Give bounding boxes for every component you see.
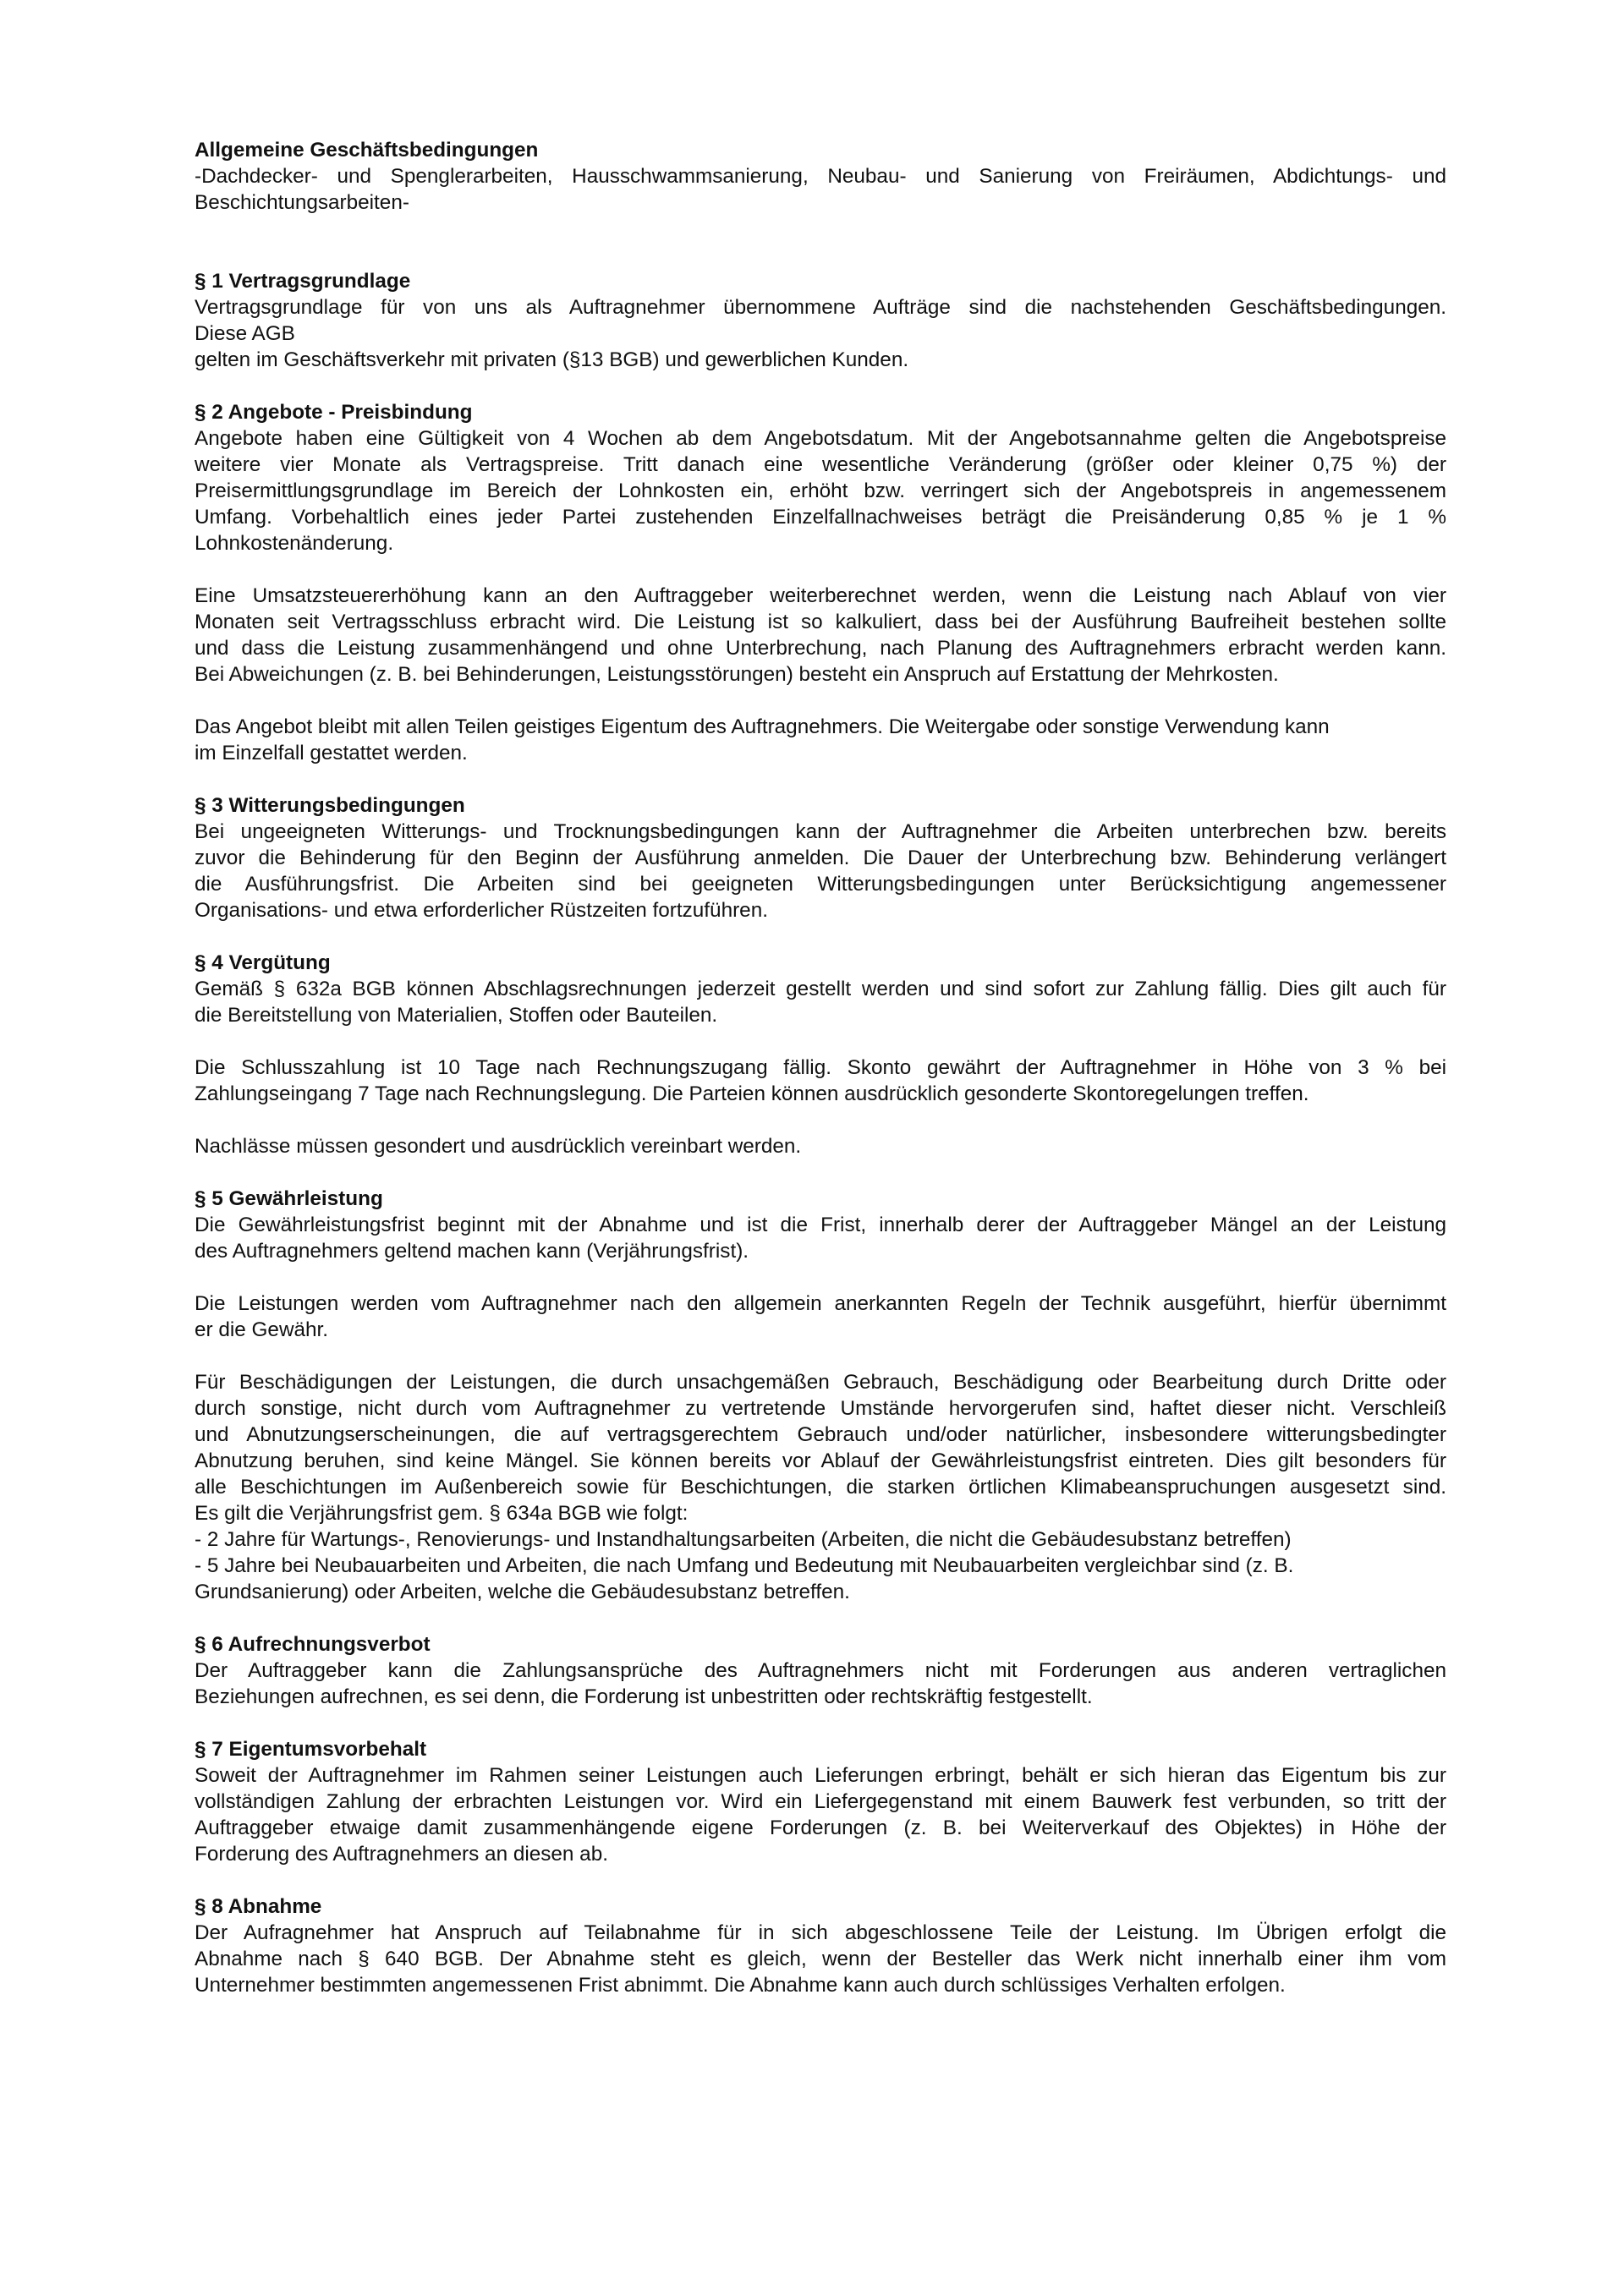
text-line: gelten im Geschäftsverkehr mit privaten (§13 BGB) und gewerblichen Kunden. xyxy=(195,348,909,371)
text-line: Beziehungen aufrechnen, es sei denn, die Forderung ist unbestritten oder rechtskräftig festgestellt. xyxy=(195,1685,1093,1708)
spacer xyxy=(195,1159,1446,1186)
paragraph xyxy=(195,294,1446,373)
text-line: Soweit der Auftragnehmer im Rahmen seiner Leistungen auch Lieferungen erbringt, behält er sich hieran das Eigentum bis zur xyxy=(195,1764,1446,1787)
section-heading: § 8 Abnahme xyxy=(195,1895,322,1918)
section xyxy=(195,1631,1446,1710)
paragraph xyxy=(195,714,1446,766)
section-heading: § 3 Witterungsbedingungen xyxy=(195,794,465,817)
text-line: die Bereitstellung von Materialien, Stoffen oder Bauteilen. xyxy=(195,1004,718,1027)
text-line: Organisations- und etwa erforderlicher Rüstzeiten fortzuführen. xyxy=(195,899,768,922)
document-page xyxy=(195,137,1446,1998)
spacer xyxy=(195,1867,1446,1893)
text-line: Die Leistungen werden vom Auftragnehmer nach den allgemein anerkannten Regeln der Technik ausgeführt, hierfür übernimmt xyxy=(195,1292,1446,1315)
spacer xyxy=(195,1710,1446,1736)
spacer xyxy=(195,1605,1446,1631)
text-line: Zahlungseingang 7 Tage nach Rechnungslegung. Die Parteien können ausdrücklich gesonderte Skontoregelungen treffen. xyxy=(195,1082,1309,1105)
spacer xyxy=(195,373,1446,399)
text-line: Vertragsgrundlage für von uns als Auftragnehmer übernommene Aufträge sind die nachstehenden Geschäftsbedingungen. xyxy=(195,296,1446,319)
spacer xyxy=(195,1264,1446,1290)
spacer xyxy=(195,688,1446,714)
paragraph xyxy=(195,425,1446,556)
text-line: weitere vier Monate als Vertragspreise. Tritt danach eine wesentliche Veränderung (größer oder kleiner 0,75 %) der xyxy=(195,453,1446,476)
text-line: Der Aufragnehmer hat Anspruch auf Teilabnahme für in sich abgeschlossene Teile der Leistung. Im Übrigen erfolgt die xyxy=(195,1921,1446,1944)
text-line: alle Beschichtungen im Außenbereich sowie für Beschichtungen, die starken örtlichen Klimabeanspruchungen ausgesetzt sind. xyxy=(195,1476,1446,1499)
section-heading: § 1 Vertragsgrundlage xyxy=(195,270,411,293)
spacer xyxy=(195,1028,1446,1055)
section xyxy=(195,1186,1446,1605)
text-line: Eine Umsatzsteuererhöhung kann an den Auftraggeber weiterberechnet werden, wenn die Leistung nach Ablauf von vier xyxy=(195,584,1446,607)
spacer xyxy=(195,1107,1446,1133)
text-line: zuvor die Behinderung für den Beginn der Ausführung anmelden. Die Dauer der Unterbrechung bzw. Behinderung verlängert xyxy=(195,847,1446,869)
section-heading: § 6 Aufrechnungsverbot xyxy=(195,1633,431,1656)
section-heading: § 4 Vergütung xyxy=(195,951,331,974)
paragraph xyxy=(195,976,1446,1028)
text-line: - 5 Jahre bei Neubauarbeiten und Arbeiten, die nach Umfang und Bedeutung mit Neubauarbeiten vergleichbar sind (z. B. xyxy=(195,1554,1294,1577)
text-line: Unternehmer bestimmten angemessenen Frist abnimmt. Die Abnahme kann auch durch schlüssiges Verhalten erfolgen. xyxy=(195,1974,1286,1997)
subtitle-line: -Dachdecker- und Spenglerarbeiten, Hausschwammsanierung, Neubau- und Sanierung von Freiräumen, Abdichtungs- und xyxy=(195,165,1446,188)
sections-container xyxy=(195,268,1446,1998)
text-line: Lohnkostenänderung. xyxy=(195,532,394,555)
section xyxy=(195,1893,1446,1998)
text-line: vollständigen Zahlung der erbrachten Leistungen vor. Wird ein Liefergegenstand mit einem Bauwerk fest verbunden, so tritt der xyxy=(195,1790,1446,1813)
text-line: Abnahme nach § 640 BGB. Der Abnahme steht es gleich, wenn der Besteller das Werk nicht innerhalb einer ihm vom xyxy=(195,1948,1446,1970)
subtitle-line: Beschichtungsarbeiten- xyxy=(195,191,409,214)
text-line: Angebote haben eine Gültigkeit von 4 Wochen ab dem Angebotsdatum. Mit der Angebotsannahme gelten die Angebotspreise xyxy=(195,427,1446,450)
section xyxy=(195,950,1446,1159)
spacer xyxy=(195,923,1446,950)
paragraph xyxy=(195,1133,1446,1159)
spacer xyxy=(195,556,1446,583)
text-line: - 2 Jahre für Wartungs-, Renovierungs- und Instandhaltungsarbeiten (Arbeiten, die nicht die Gebäudesubstanz betreffen) xyxy=(195,1528,1292,1551)
paragraph xyxy=(195,1212,1446,1264)
section-heading: § 5 Gewährleistung xyxy=(195,1187,383,1210)
text-line: durch sonstige, nicht durch vom Auftragnehmer zu vertretende Umstände hervorgerufen sind, haftet dieser nicht. Verschleiß xyxy=(195,1397,1446,1420)
section xyxy=(195,792,1446,923)
text-line: Bei ungeeigneten Witterungs- und Trocknungsbedingungen kann der Auftragnehmer die Arbeiten unterbrechen bzw. bereits xyxy=(195,820,1446,843)
text-line: Die Schlusszahlung ist 10 Tage nach Rechnungszugang fällig. Skonto gewährt der Auftragnehmer in Höhe von 3 % bei xyxy=(195,1056,1446,1079)
paragraph xyxy=(195,1369,1446,1605)
text-line: Diese AGB xyxy=(195,322,295,345)
paragraph xyxy=(195,583,1446,688)
text-line: Bei Abweichungen (z. B. bei Behinderungen, Leistungsstörungen) besteht ein Anspruch auf Erstattung der Mehrkosten. xyxy=(195,663,1279,686)
section xyxy=(195,1736,1446,1867)
paragraph xyxy=(195,1055,1446,1107)
text-line: Es gilt die Verjährungsfrist gem. § 634a BGB wie folgt: xyxy=(195,1502,689,1525)
document-subtitle xyxy=(195,163,1446,216)
paragraph xyxy=(195,1658,1446,1710)
text-line: und dass die Leistung zusammenhängend und ohne Unterbrechung, nach Planung des Auftragnehmers erbracht werden kann. xyxy=(195,637,1446,660)
text-line: er die Gewähr. xyxy=(195,1318,329,1341)
text-line: Grundsanierung) oder Arbeiten, welche die Gebäudesubstanz betreffen. xyxy=(195,1581,850,1603)
text-line: Monaten seit Vertragsschluss erbracht wird. Die Leistung ist so kalkuliert, dass bei der Ausführung Baufreiheit bestehen sollte xyxy=(195,611,1446,633)
text-line: Umfang. Vorbehaltlich eines jeder Partei zustehenden Einzelfallnachweises beträgt die Preisänderung 0,85 % je 1 % xyxy=(195,506,1446,529)
text-line: und Abnutzungserscheinungen, die auf vertragsgerechtem Gebrauch und/oder natürlicher, insbesondere witterungsbedingter xyxy=(195,1423,1446,1446)
text-line: Auftraggeber etwaige damit zusammenhängende eigene Forderungen (z. B. bei Weiterverkauf des Objektes) in Höhe der xyxy=(195,1817,1446,1839)
text-line: die Ausführungsfrist. Die Arbeiten sind bei geeigneten Witterungsbedingungen unter Berücksichtigung angemessener xyxy=(195,873,1446,896)
section xyxy=(195,268,1446,373)
section xyxy=(195,399,1446,766)
text-line: im Einzelfall gestattet werden. xyxy=(195,742,468,764)
spacer xyxy=(195,1343,1446,1369)
document-title: Allgemeine Geschäftsbedingungen xyxy=(195,139,539,162)
text-line: Forderung des Auftragnehmers an diesen ab. xyxy=(195,1843,608,1866)
paragraph xyxy=(195,819,1446,923)
section-heading: § 7 Eigentumsvorbehalt xyxy=(195,1738,427,1761)
text-line: Preisermittlungsgrundlage im Bereich der Lohnkosten ein, erhöht bzw. verringert sich der Angebotspreis in angemessenem xyxy=(195,479,1446,502)
section-heading: § 2 Angebote - Preisbindung xyxy=(195,401,473,424)
text-line: Die Gewährleistungsfrist beginnt mit der Abnahme und ist die Frist, innerhalb derer der Auftraggeber Mängel an der Leistung xyxy=(195,1214,1446,1236)
paragraph xyxy=(195,1762,1446,1867)
text-line: des Auftragnehmers geltend machen kann (Verjährungsfrist). xyxy=(195,1240,749,1263)
text-line: Nachlässe müssen gesondert und ausdrücklich vereinbart werden. xyxy=(195,1135,802,1158)
spacer xyxy=(195,766,1446,792)
paragraph xyxy=(195,1290,1446,1343)
text-line: Der Auftraggeber kann die Zahlungsansprüche des Auftragnehmers nicht mit Forderungen aus anderen vertraglichen xyxy=(195,1659,1446,1682)
paragraph xyxy=(195,1920,1446,1998)
spacer xyxy=(195,216,1446,268)
text-line: Abnutzung beruhen, sind keine Mängel. Sie können bereits vor Ablauf der Gewährleistungsfrist eintreten. Dies gilt besonders für xyxy=(195,1449,1446,1472)
text-line: Für Beschädigungen der Leistungen, die durch unsachgemäßen Gebrauch, Beschädigung oder Bearbeitung durch Dritte oder xyxy=(195,1371,1446,1394)
text-line: Das Angebot bleibt mit allen Teilen geistiges Eigentum des Auftragnehmers. Die Weitergabe oder sonstige Verwendung kann xyxy=(195,715,1330,738)
text-line: Gemäß § 632a BGB können Abschlagsrechnungen jederzeit gestellt werden und sind sofort zur Zahlung fällig. Dies gilt auch für xyxy=(195,978,1446,1000)
